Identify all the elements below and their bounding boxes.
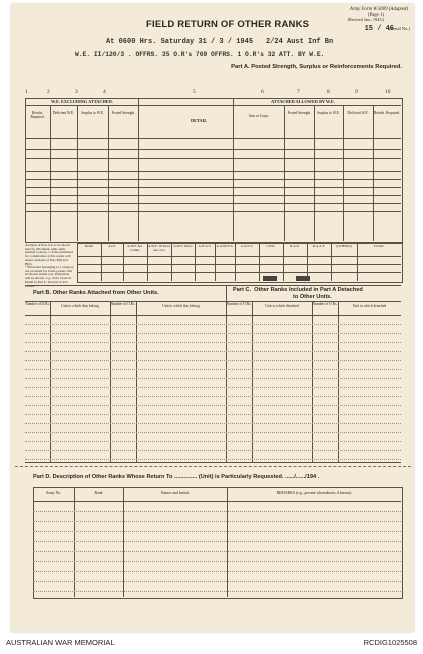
serial-label: (Serial No.): [388, 26, 410, 31]
column-number: 3: [75, 89, 78, 95]
footer-bar: [0, 636, 423, 654]
analysis-heading: A.A.M.W.S.: [216, 244, 234, 248]
part-d-title: Part D. Description of Other Ranks Whose Return To ............... (Unit) is Particularly Requested. ....../....../194 .: [33, 474, 320, 480]
part-d-column-heading: Names and Initials: [160, 491, 190, 495]
column-heading: Reinfts. Required.: [30, 111, 45, 119]
analysis-heading: A.M.F. 18 Years and over: [147, 244, 171, 252]
revised-label: (Revised Jan., 1943.): [347, 17, 384, 22]
part-c-title-line1: Part C. Other Ranks Included in Part A Detached: [233, 287, 363, 293]
column-number: 9: [355, 89, 358, 95]
part-a-title: Part A. Posted Strength, Surplus or Reinforcements Required.: [231, 64, 402, 70]
part-b-column-heading: Unit to which they belong: [61, 304, 99, 308]
form-title: FIELD RETURN OF OTHER RANKS: [146, 19, 310, 30]
analysis-heading: Detail: [84, 244, 94, 248]
column-number: 5: [193, 89, 196, 95]
part-b-column-heading: Number of O.Rs.: [110, 302, 136, 306]
column-heading: Deficient W.E.: [52, 111, 75, 115]
analysis-heading: R.A.N.: [290, 244, 300, 248]
part-c-title-line2: to Other Units.: [293, 294, 332, 300]
column-heading: Surplus to W.E.: [81, 111, 104, 115]
form-page: [11, 4, 414, 632]
analysis-footnote: * Personnel belonging to a category not provided for in the posters will be shown in this row. Particulars will be shown, e.g., W.O. Class II. Detail in Part E. Persons in R.S. Posted.: [25, 265, 74, 288]
column-number: 7: [297, 89, 300, 95]
analysis-heading: (OTHERS): [336, 244, 352, 248]
column-number: 8: [327, 89, 330, 95]
part-d-table: [33, 487, 403, 599]
unit-name: 2/24 Aust Inf Bn: [266, 38, 334, 46]
analysis-heading: TOTAL: [373, 244, 385, 248]
analysis-heading: A.M.F. Others: [173, 244, 193, 248]
column-heading: Posted Strength: [111, 111, 135, 115]
part-c-column-heading: Unit to which detached: [265, 304, 299, 308]
part-d-column-heading: REMARKS (e.g., present whereabouts if known): [276, 491, 352, 495]
page-label: (Page 1): [367, 13, 384, 18]
column-heading: Deficient W.E.: [347, 111, 369, 115]
part-d-column-heading: Rank: [94, 491, 103, 495]
part-b-title: Part B. Other Ranks Attached from Other Units.: [33, 290, 159, 296]
at-line: At 0600 Hrs. Saturday 31 / 3 / 1945: [106, 38, 254, 46]
column-number: 10: [385, 89, 391, 95]
column-heading: Posted Strength: [287, 111, 311, 115]
analysis-heading: A.W.A.S.: [198, 244, 212, 248]
part-d-column-heading: Army No.: [45, 491, 62, 495]
analysis-heading: CIVIL: [266, 244, 276, 248]
army-form-number: Army Form W.3009 (Adapted): [349, 7, 408, 12]
analysis-heading: A.M.F. Ser. Comm.: [127, 244, 143, 252]
column-heading: Reinfts. Required.: [373, 111, 401, 115]
analysis-note: Analysis of Part A is to be shown here by Allotment. Only units entitled to more, 1 of the primitives for compilation of this return will ensure analysis of Part B(i) and B(ii).: [25, 243, 74, 266]
part-c-column-heading: Number of O.Rs.: [312, 302, 338, 306]
column-number: 2: [47, 89, 50, 95]
part-c-column-heading: Number of O.Rs.: [226, 302, 252, 306]
serial-number: 15 / 46: [364, 25, 394, 33]
part-b-column-heading: Unit to which they belong: [162, 304, 200, 308]
part-b-column-heading: Number of O.Rs.: [25, 302, 50, 306]
analysis-heading: R.A.A.F.: [312, 244, 326, 248]
column-number: 1: [25, 89, 28, 95]
column-number: 6: [261, 89, 264, 95]
attached-allowed-heading: ATTACHED ALLOWED BY W.E.: [271, 99, 335, 104]
detail-heading: DETAIL: [191, 118, 208, 123]
analysis-heading: A.I.F.: [108, 244, 116, 248]
column-number: 4: [103, 89, 106, 95]
part-c-column-heading: Unit to which detached: [352, 304, 387, 308]
footer-source: AUSTRALIAN WAR MEMORIAL: [6, 638, 115, 647]
footer-id: RCDIG1025508: [363, 638, 417, 647]
we-excluding-heading: W.E. EXCLUDING ATTACHED.: [51, 99, 113, 104]
analysis-heading: A.A.N.S.: [240, 244, 254, 248]
column-heading: Surplus to W.E.: [317, 111, 340, 115]
column-heading: Arm or Corps: [248, 114, 269, 118]
we-line: W.E. II/120/3 . OFFRS. 35 O.R's 769 OFFRS. 1 O.R's 32 ATT. BY W.E.: [75, 51, 325, 58]
